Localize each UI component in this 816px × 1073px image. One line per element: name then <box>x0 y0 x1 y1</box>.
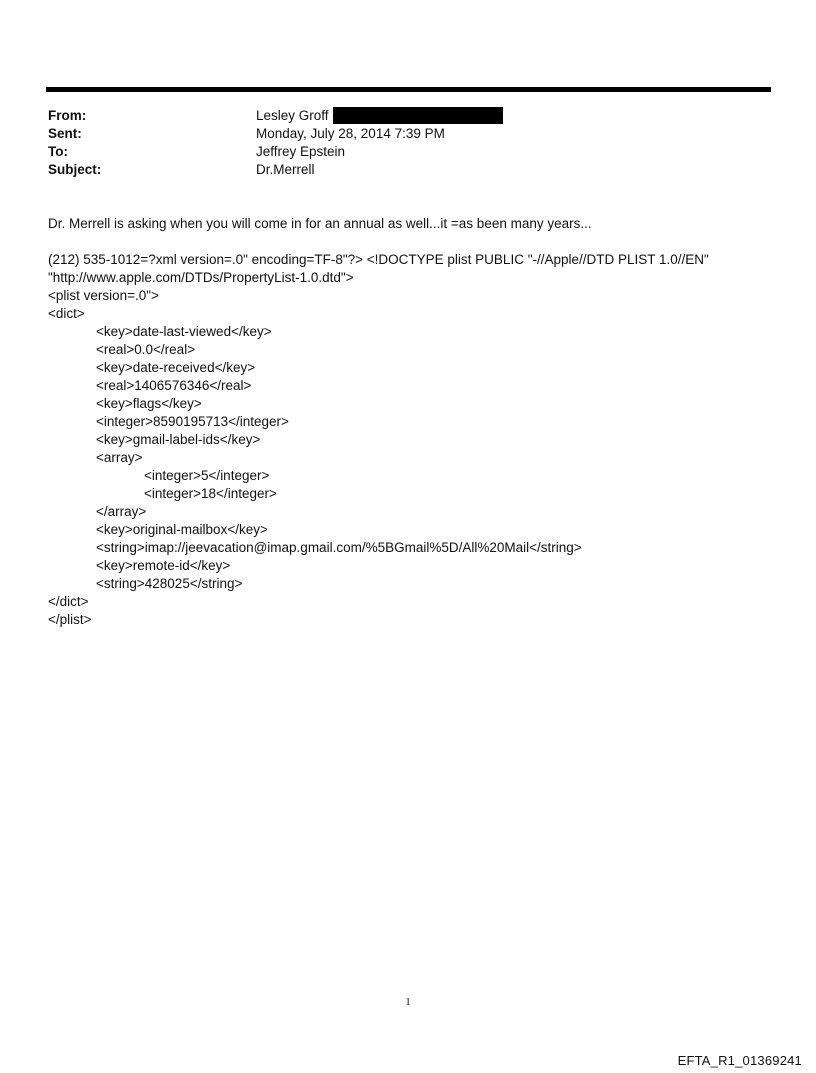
plist-line: </plist> <box>48 612 92 627</box>
to-label: To: <box>48 144 68 159</box>
from-row <box>48 107 503 125</box>
plist-line: <key>original-mailbox</key> <box>96 522 268 537</box>
plist-line: <dict> <box>48 306 85 321</box>
plist-line: <real>1406576346</real> <box>96 378 252 393</box>
plist-line: <array> <box>96 450 143 465</box>
plist-line: <key>date-last-viewed</key> <box>96 324 272 339</box>
plist-line: </array> <box>96 504 147 519</box>
subject-row <box>48 161 503 179</box>
plist-line: </dict> <box>48 594 89 609</box>
sent-row <box>48 125 503 143</box>
plist-block <box>48 251 709 629</box>
plist-line: "http://www.apple.com/DTDs/PropertyList-1.0.dtd"> <box>48 270 354 285</box>
page-number: 1 <box>405 996 411 1008</box>
plist-line: <real>0.0</real> <box>96 342 196 357</box>
email-body: Dr. Merrell is asking when you will come in for an annual as well...it =as been many years... <box>48 216 592 231</box>
to-row <box>48 143 503 161</box>
plist-line: <key>gmail-label-ids</key> <box>96 432 261 447</box>
plist-line: <integer>8590195713</integer> <box>96 414 289 429</box>
to-value: Jeffrey Epstein <box>256 144 346 159</box>
from-name: Lesley Groff <box>256 108 329 123</box>
plist-line: <string>imap://jeevacation@imap.gmail.com/%5BGmail%5D/All%20Mail</string> <box>96 540 582 555</box>
plist-line: (212) 535-1012=?xml version=.0" encoding=TF-8"?> <!DOCTYPE plist PUBLIC "-//Apple//DTD PLIST 1.0//EN" <box>48 252 709 267</box>
redaction-block <box>333 107 503 124</box>
document-id: EFTA_R1_01369241 <box>677 1053 802 1068</box>
subject-label: Subject: <box>48 162 102 177</box>
sent-label: Sent: <box>48 126 82 141</box>
top-divider <box>46 87 771 92</box>
plist-line: <key>flags</key> <box>96 396 202 411</box>
plist-line: <key>date-received</key> <box>96 360 256 375</box>
sent-value: Monday, July 28, 2014 7:39 PM <box>256 126 445 141</box>
from-value <box>256 107 503 125</box>
from-label: From: <box>48 108 87 123</box>
plist-line: <plist version=.0"> <box>48 288 159 303</box>
subject-value: Dr.Merrell <box>256 162 315 177</box>
email-header <box>48 107 503 179</box>
plist-line: <integer>5</integer> <box>144 468 270 483</box>
plist-line: <string>428025</string> <box>96 576 243 591</box>
plist-line: <key>remote-id</key> <box>96 558 231 573</box>
plist-line: <integer>18</integer> <box>144 486 277 501</box>
